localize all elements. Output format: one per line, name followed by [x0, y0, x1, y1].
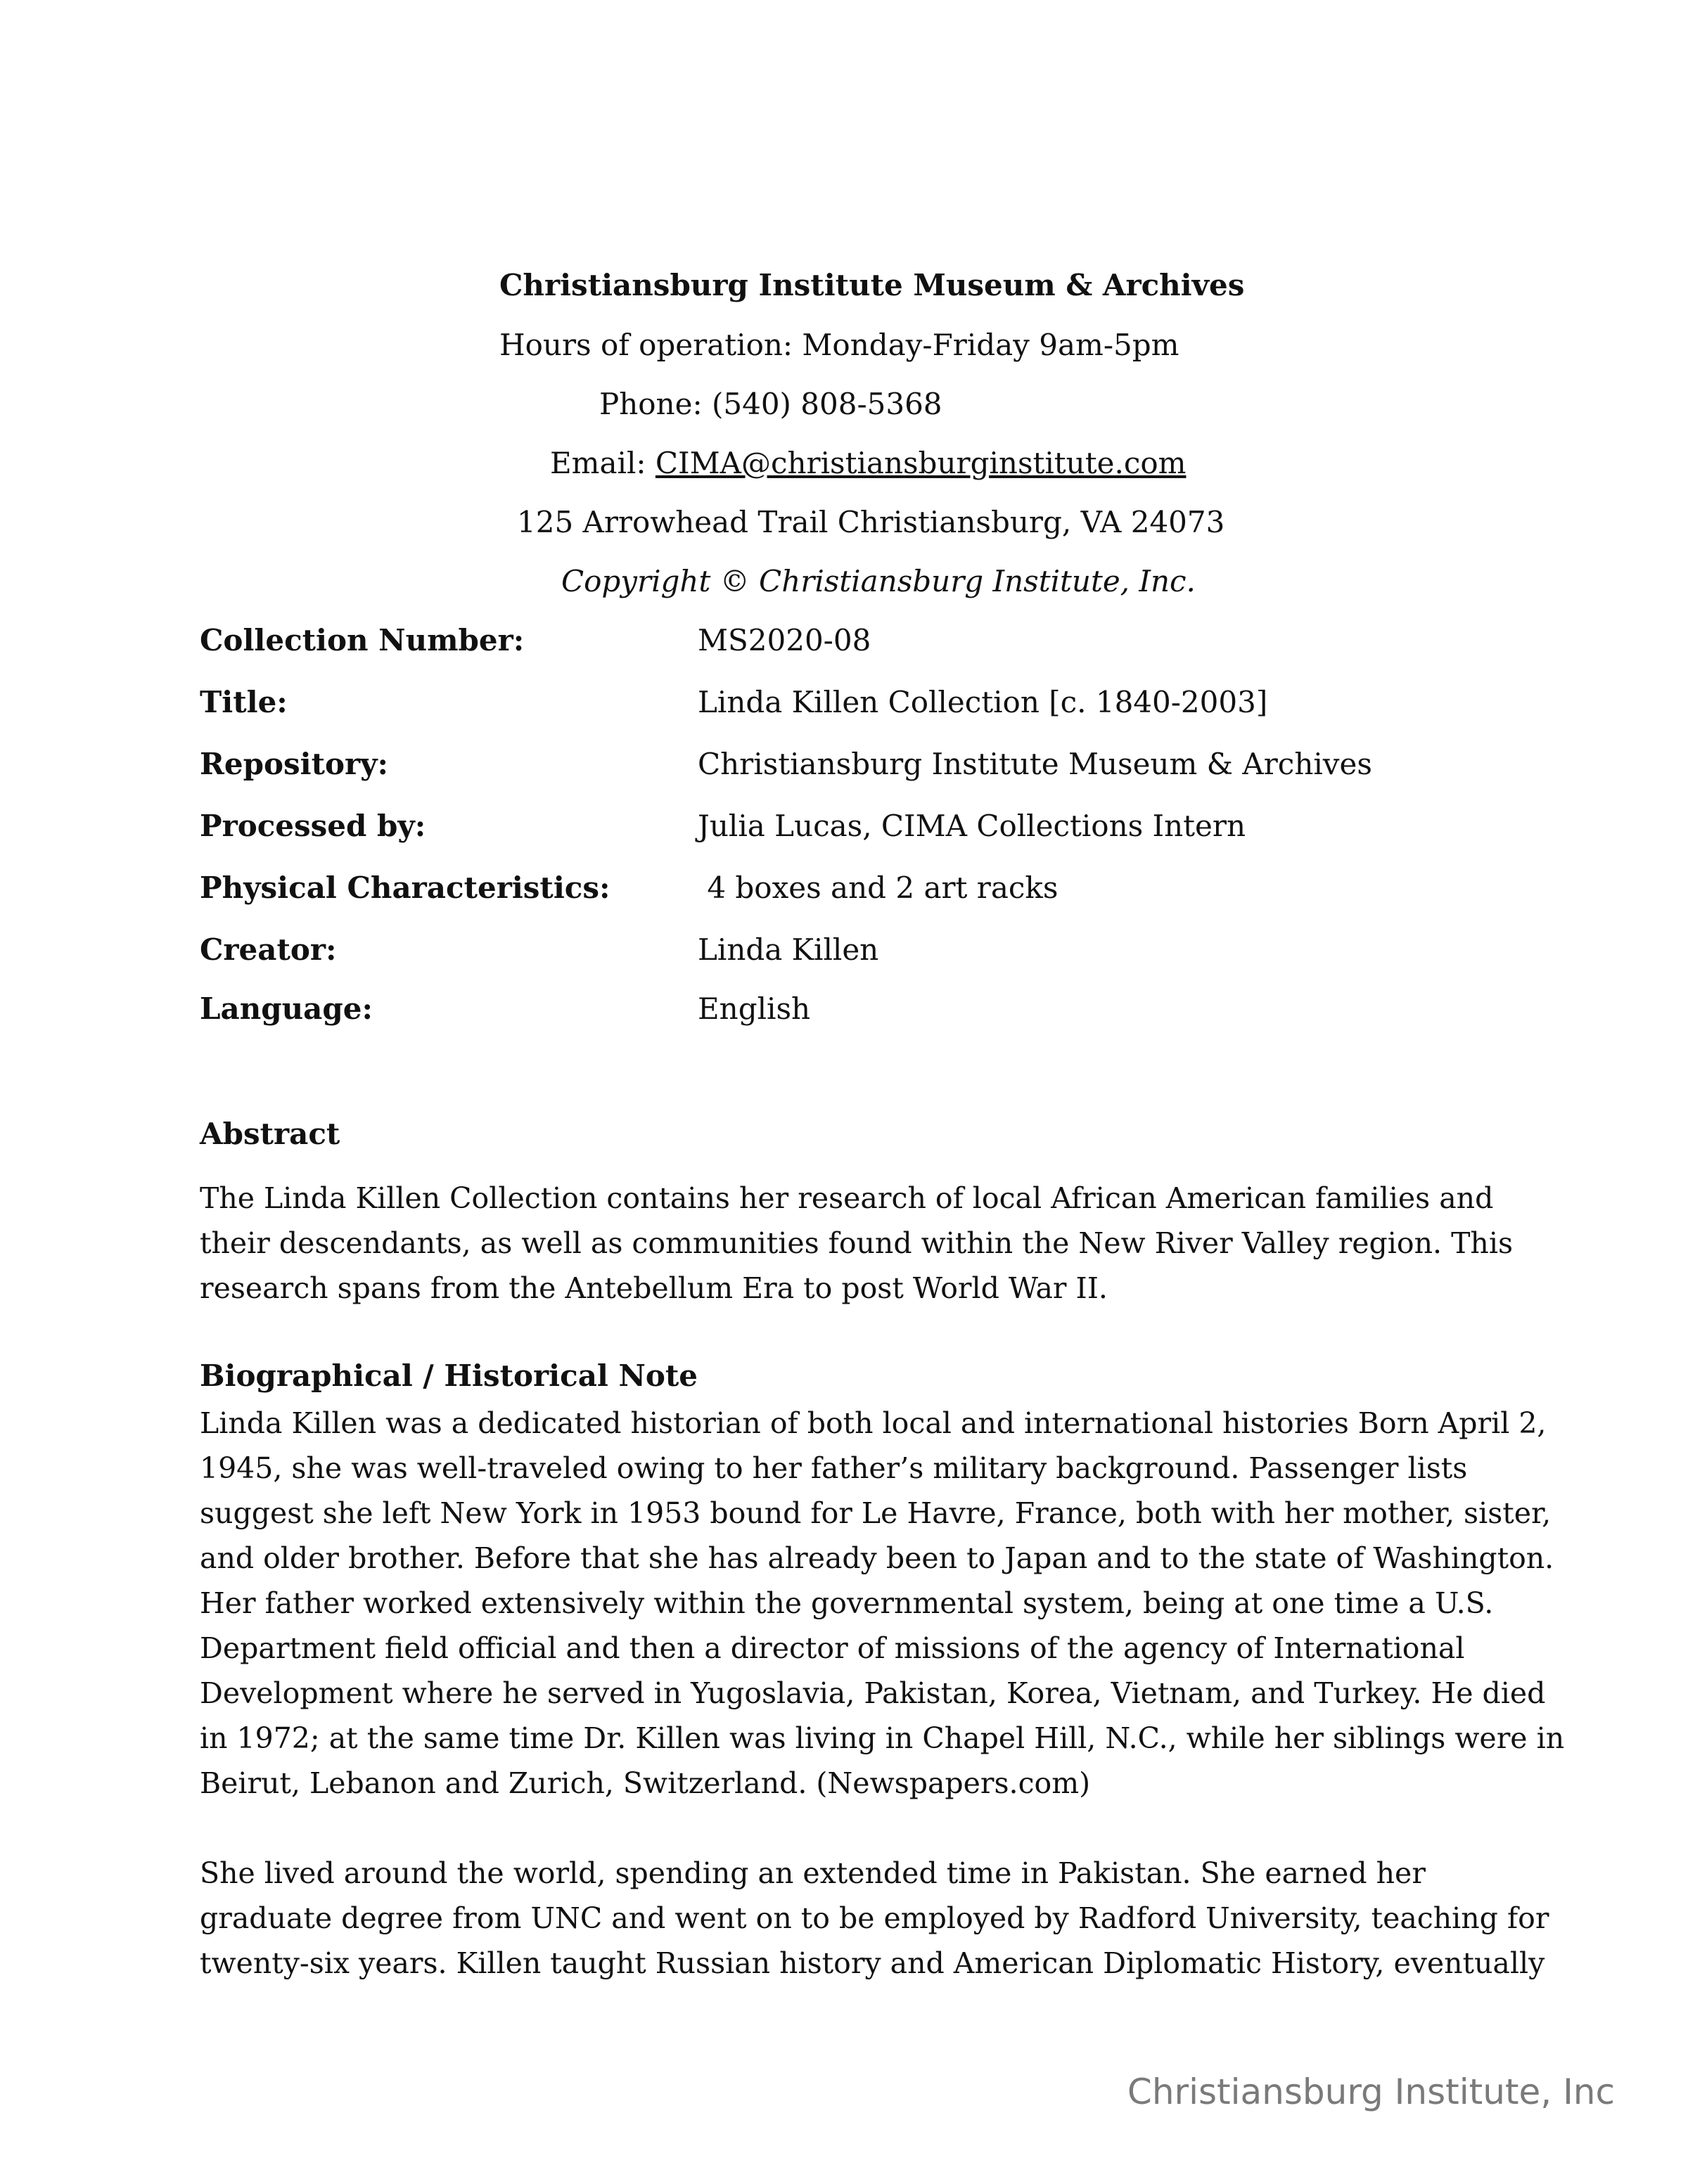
metadata-label: Title:	[200, 685, 288, 719]
metadata-label: Collection Number:	[200, 623, 525, 657]
institution-title: Christiansburg Institute Museum & Archives	[499, 268, 1245, 302]
paragraph-line: graduate degree from UNC and went on to be employed by Radford University, teaching for	[200, 1901, 1549, 1935]
abstract-paragraph	[200, 1176, 1515, 1311]
phone-number: Phone: (540) 808-5368	[599, 387, 942, 421]
metadata-value: Christiansburg Institute Museum & Archives	[698, 747, 1372, 781]
email-line	[550, 446, 1187, 480]
biography-paragraph-2	[200, 1851, 1549, 1986]
paragraph-line: twenty-six years. Killen taught Russian history and American Diplomatic History, eventually	[200, 1946, 1545, 1980]
metadata-value: English	[698, 991, 811, 1026]
metadata-label: Repository:	[200, 747, 389, 781]
paragraph-line: their descendants, as well as communities found within the New River Valley region. This	[200, 1226, 1513, 1260]
paragraph-line: suggest she left New York in 1953 bound for Le Havre, France, both with her mother, sister,	[200, 1496, 1552, 1530]
paragraph-line: Development where he served in Yugoslavia, Pakistan, Korea, Vietnam, and Turkey. He died	[200, 1676, 1546, 1710]
paragraph-line: Her father worked extensively within the governmental system, being at one time a U.S.	[200, 1586, 1494, 1620]
abstract-heading: Abstract	[200, 1117, 340, 1151]
paragraph-line: The Linda Killen Collection contains her research of local African American families and	[200, 1181, 1494, 1215]
metadata-value: Linda Killen	[698, 932, 879, 967]
metadata-label: Processed by:	[200, 809, 426, 843]
paragraph-line: Linda Killen was a dedicated historian of both local and international histories Born April 2,	[200, 1406, 1547, 1440]
paragraph-line: Beirut, Lebanon and Zurich, Switzerland. (Newspapers.com)	[200, 1766, 1091, 1800]
metadata-value: MS2020-08	[698, 623, 871, 657]
footer-watermark: Christiansburg Institute, Inc	[1127, 2071, 1615, 2112]
metadata-value: 4 boxes and 2 art racks	[698, 871, 1059, 905]
metadata-value: Linda Killen Collection [c. 1840-2003]	[698, 685, 1268, 719]
copyright-notice: Copyright © Christiansburg Institute, Inc.	[561, 564, 1196, 598]
email-link[interactable]: CIMA@christiansburginstitute.com	[655, 446, 1187, 480]
metadata-label: Language:	[200, 991, 373, 1026]
metadata-label: Physical Characteristics:	[200, 871, 610, 905]
biography-heading: Biographical / Historical Note	[200, 1358, 698, 1393]
email-label: Email:	[550, 446, 656, 480]
metadata-value: Julia Lucas, CIMA Collections Intern	[698, 809, 1246, 843]
metadata-label: Creator:	[200, 932, 337, 967]
hours-of-operation: Hours of operation: Monday-Friday 9am-5pm	[499, 328, 1179, 362]
paragraph-line: research spans from the Antebellum Era to post World War II.	[200, 1271, 1108, 1305]
paragraph-line: in 1972; at the same time Dr. Killen was living in Chapel Hill, N.C., while her siblings were in	[200, 1721, 1565, 1755]
biography-paragraph-1	[200, 1401, 1565, 1806]
address: 125 Arrowhead Trail Christiansburg, VA 24073	[517, 505, 1225, 539]
paragraph-line: Department field official and then a director of missions of the agency of International	[200, 1631, 1465, 1665]
paragraph-line: She lived around the world, spending an extended time in Pakistan. She earned her	[200, 1856, 1426, 1890]
paragraph-line: and older brother. Before that she has already been to Japan and to the state of Washington.	[200, 1541, 1554, 1575]
paragraph-line: 1945, she was well-traveled owing to her father’s military background. Passenger lists	[200, 1451, 1468, 1485]
